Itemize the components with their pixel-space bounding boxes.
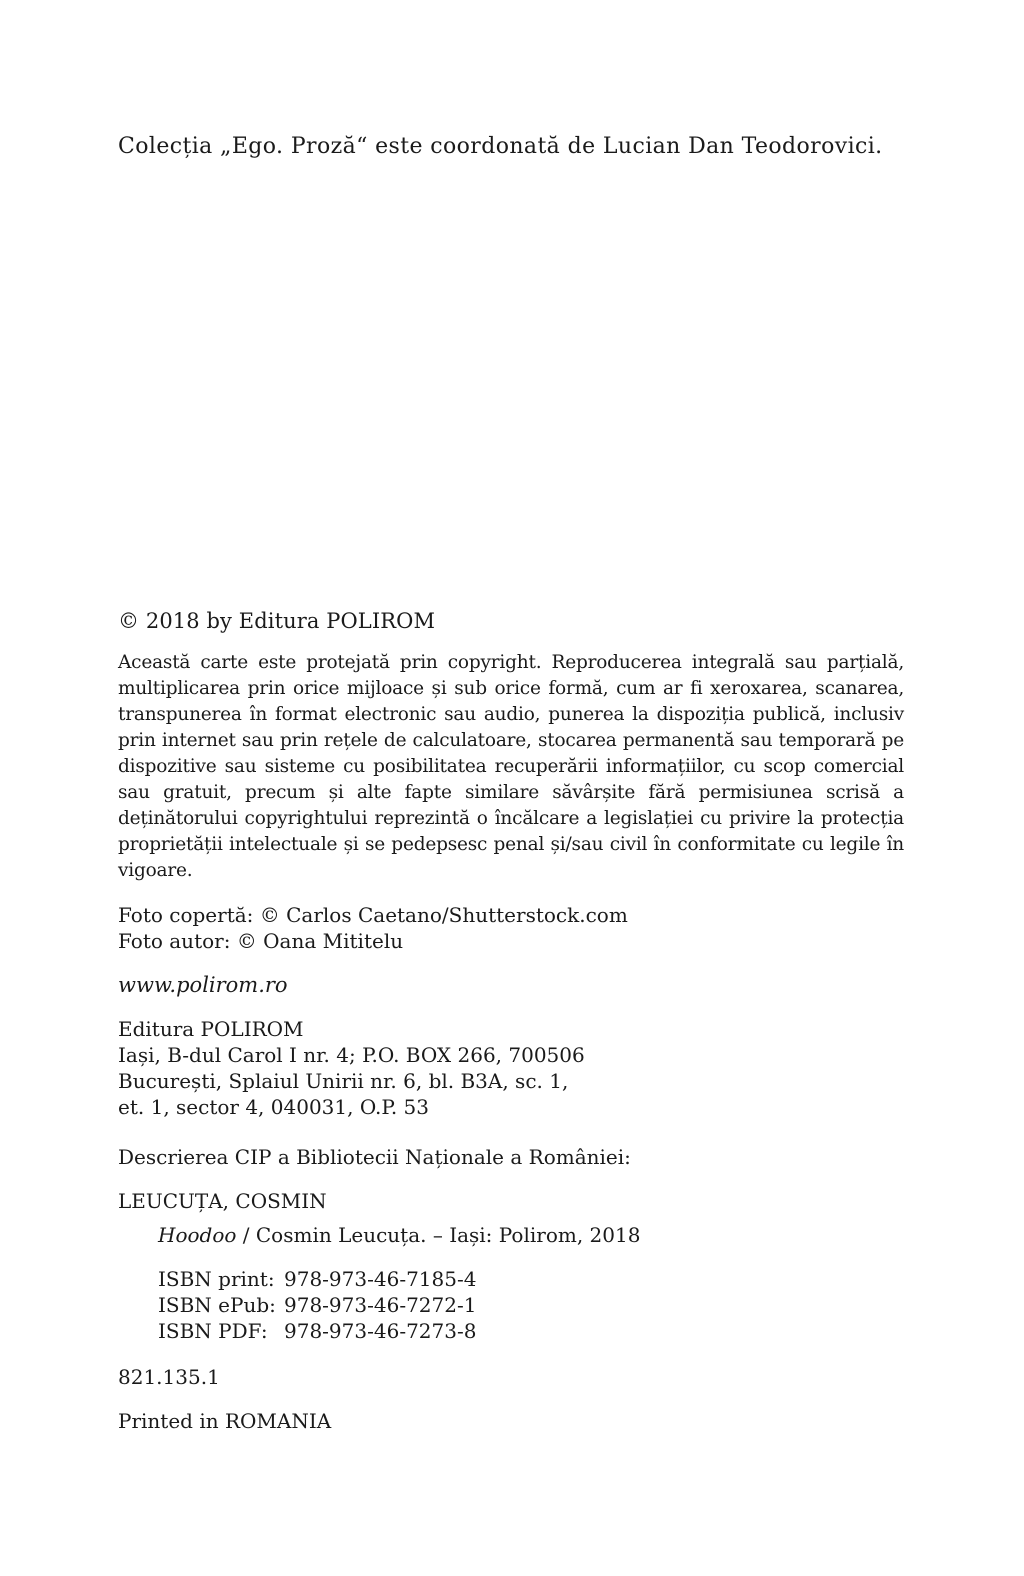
udc-classification: 821.135.1 bbox=[118, 1365, 220, 1389]
isbn-label: ISBN ePub: bbox=[158, 1293, 276, 1317]
isbn-label: ISBN PDF: bbox=[158, 1319, 268, 1343]
legal-notice: Această carte este protejată prin copyright. Reproducerea integrală sau parțială, multiplicarea prin orice mijloace și sub orice formă, cum ar fi xeroxarea, scanarea, transpunerea în format electronic sau audio, punerea la dispoziția publică, inclusiv prin internet sau prin rețele de calculatoare, stocarea permanentă sau temporară pe dispozitive sau sisteme cu posibilitatea recuperării informațiilor, cu scop comercial sau gratuit, precum și alte fapte similare săvârșite fără permisiunea scrisă a deținătorului copyrightului reprezintă o încălcare a legislației cu privire la protecția proprietății intelectuale și se pedepsesc penal și/sau civil în conformitate cu legile în vigoare. bbox=[118, 652, 904, 881]
isbn-value: 978-973-46-7273-8 bbox=[284, 1319, 477, 1343]
address-bucuresti-line2: et. 1, sector 4, 040031, O.P. 53 bbox=[118, 1095, 429, 1119]
printed-in: Printed in ROMANIA bbox=[118, 1409, 332, 1433]
address-iasi: Iași, B-dul Carol I nr. 4; P.O. BOX 266, 700506 bbox=[118, 1043, 585, 1067]
cip-header: Descrierea CIP a Bibliotecii Naționale a României: bbox=[118, 1145, 631, 1169]
address-bucuresti-line1: București, Splaiul Unirii nr. 6, bl. B3A, sc. 1, bbox=[118, 1069, 569, 1093]
publisher-address bbox=[118, 1016, 585, 1120]
publisher-name: Editura POLIROM bbox=[118, 1017, 304, 1041]
isbn-row bbox=[158, 1292, 476, 1318]
isbn-label: ISBN print: bbox=[158, 1267, 275, 1291]
isbn-row bbox=[158, 1318, 476, 1344]
copyright-line: © 2018 by Editura POLIROM bbox=[118, 609, 436, 633]
cover-photo-credit: Foto copertă: © Carlos Caetano/Shutterstock.com bbox=[118, 903, 628, 927]
isbn-value: 978-973-46-7185-4 bbox=[284, 1267, 477, 1291]
isbn-row bbox=[158, 1266, 476, 1292]
cip-book-entry bbox=[158, 1222, 640, 1248]
isbn-value: 978-973-46-7272-1 bbox=[284, 1293, 477, 1317]
series-note: Colecția „Ego. Proză“ este coordonată de Lucian Dan Teodorovici. bbox=[118, 134, 883, 159]
isbn-list bbox=[158, 1266, 476, 1344]
photo-credits bbox=[118, 902, 628, 954]
author-photo-credit: Foto autor: © Oana Mititelu bbox=[118, 929, 404, 953]
publisher-website: www.polirom.ro bbox=[118, 973, 288, 997]
cip-author: LEUCUȚA, COSMIN bbox=[118, 1189, 327, 1213]
book-title: Hoodoo bbox=[158, 1223, 237, 1247]
book-entry-details: / Cosmin Leucuța. – Iași: Polirom, 2018 bbox=[236, 1223, 641, 1247]
